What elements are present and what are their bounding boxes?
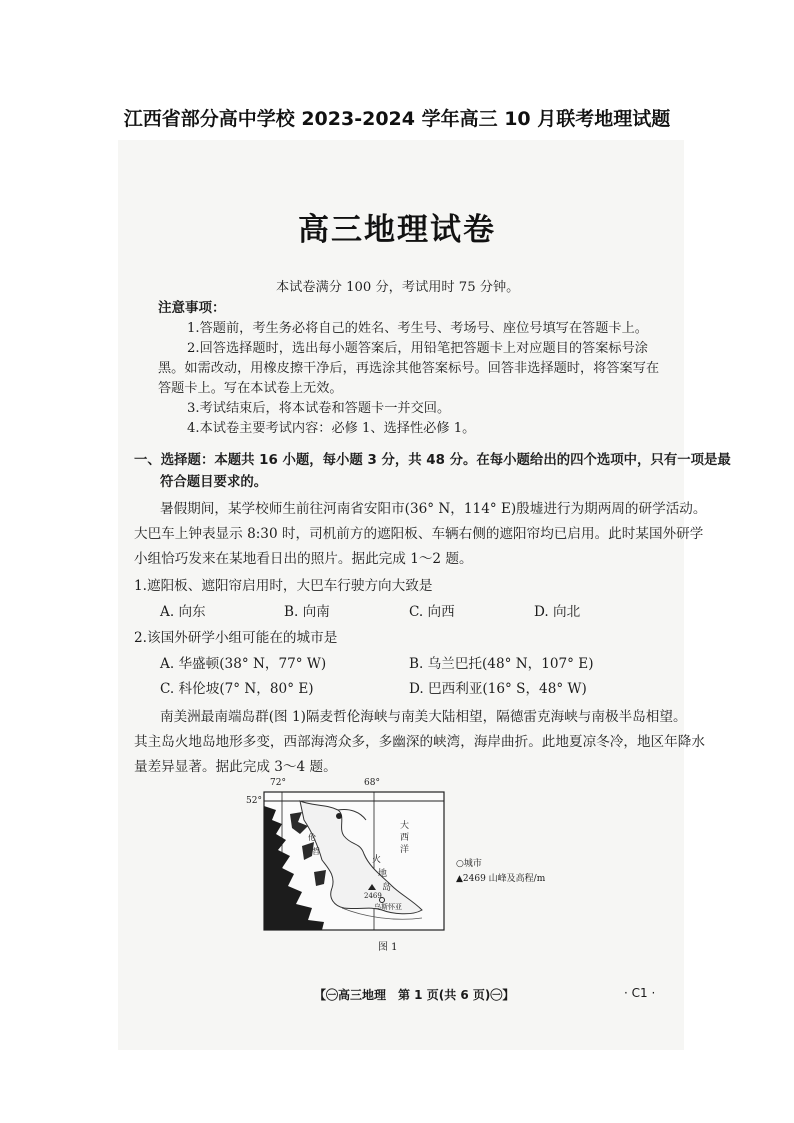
map-drawing bbox=[242, 776, 454, 934]
strait-label-1: 伦 bbox=[308, 833, 316, 842]
longitude-label-68: 68° bbox=[364, 778, 380, 788]
question-2-stem: 2.该国外研学小组可能在的城市是 bbox=[134, 630, 338, 646]
exam-info: 本试卷满分 100 分，考试用时 75 分钟。 bbox=[276, 280, 520, 295]
document-heading: 江西省部分高中学校 2023-2024 学年高三 10 月联考地理试题 bbox=[123, 108, 671, 130]
question-1-option-b: B. 向南 bbox=[284, 604, 330, 620]
ocean-label-1: 大 bbox=[400, 821, 410, 831]
legend-city bbox=[456, 856, 482, 869]
notice-line: 1.答题前，考生务必将自己的姓名、考生号、考场号、座位号填写在答题卡上。 bbox=[187, 321, 648, 336]
passage-line: 小组恰巧发来在某地看日出的照片。据此完成 1～2 题。 bbox=[134, 551, 473, 567]
notice-line: 黑。如需改动，用橡皮擦干净后，再选涂其他答案标号。回答非选择题时，将答案写在 bbox=[158, 361, 660, 376]
question-2-option-c: C. 科伦坡(7° N，80° E) bbox=[160, 681, 314, 697]
town-label: 乌斯怀亚 bbox=[374, 903, 402, 911]
peak-triangle-icon: ▲ bbox=[456, 874, 463, 884]
city-symbol-icon: ○ bbox=[456, 859, 464, 869]
island-label-1: 火 bbox=[372, 855, 382, 865]
section-heading: 一、选择题：本题共 16 小题，每小题 3 分，共 48 分。在每小题给出的四个选项中，只有一项是最 bbox=[134, 453, 731, 468]
legend-peak bbox=[456, 871, 545, 884]
notice-line: 4.本试卷主要考试内容：必修 1、选择性必修 1。 bbox=[187, 421, 476, 436]
longitude-label-72: 72° bbox=[270, 778, 286, 788]
exam-title: 高三地理试卷 bbox=[298, 212, 496, 248]
question-2-option-b: B. 乌兰巴托(48° N，107° E) bbox=[409, 656, 594, 672]
passage-line: 量差异显著。据此完成 3～4 题。 bbox=[134, 759, 337, 775]
page-footer: 【㊀高三地理 第 1 页(共 6 页)㊀】 bbox=[314, 988, 515, 1002]
passage-line: 南美洲最南端岛群(图 1)隔麦哲伦海峡与南美大陆相望，隔德雷克海峡与南极半岛相望。 bbox=[160, 709, 687, 725]
question-2-option-d: D. 巴西利亚(16° S，48° W) bbox=[409, 681, 587, 697]
passage-line: 大巴车上钟表显示 8:30 时，司机前方的遮阳板、车辆右侧的遮阳帘均已启用。此时某国外研学 bbox=[134, 526, 704, 542]
latitude-label-52: 52° bbox=[246, 796, 262, 806]
figure-1-map bbox=[242, 776, 454, 934]
notice-title: 注意事项： bbox=[158, 300, 226, 316]
ocean-label-3: 洋 bbox=[400, 845, 410, 855]
question-2-option-a: A. 华盛顿(38° N，77° W) bbox=[160, 656, 327, 672]
passage-line: 其主岛火地岛地形多变，西部海湾众多，多幽深的峡湾，海岸曲折。此地夏凉冬冷，地区年降水 bbox=[134, 734, 705, 750]
legend-peak-label: 2469 山峰及高程/m bbox=[462, 874, 546, 884]
notice-line: 答题卡上。写在本试卷上无效。 bbox=[158, 381, 343, 396]
figure-caption: 图 1 bbox=[378, 942, 398, 953]
notice-line: 3.考试结束后，将本试卷和答题卡一并交回。 bbox=[187, 401, 451, 416]
question-1-option-d: D. 向北 bbox=[534, 604, 581, 620]
island-label-3: 岛 bbox=[382, 883, 392, 893]
page-code: · C1 · bbox=[624, 986, 656, 1000]
question-1-option-c: C. 向西 bbox=[409, 604, 455, 620]
question-1-option-a: A. 向东 bbox=[160, 604, 206, 620]
ocean-label-2: 西 bbox=[400, 833, 410, 843]
peak-elevation-label: 2469 bbox=[364, 892, 382, 900]
passage-line: 暑假期间，某学校师生前往河南省安阳市(36° N，114° E)殷墟进行为期两周的研学活动。 bbox=[160, 501, 707, 517]
strait-label-2: 哲 bbox=[312, 847, 320, 856]
notice-line: 2.回答选择题时，选出每小题答案后，用铅笔把答题卡上对应题目的答案标号涂 bbox=[187, 341, 648, 356]
section-heading-cont: 符合题目要求的。 bbox=[160, 475, 268, 490]
island-label-2: 地 bbox=[378, 869, 388, 879]
question-1-stem: 1.遮阳板、遮阳帘启用时，大巴车行驶方向大致是 bbox=[134, 578, 433, 594]
legend-city-label: 城市 bbox=[463, 859, 482, 869]
